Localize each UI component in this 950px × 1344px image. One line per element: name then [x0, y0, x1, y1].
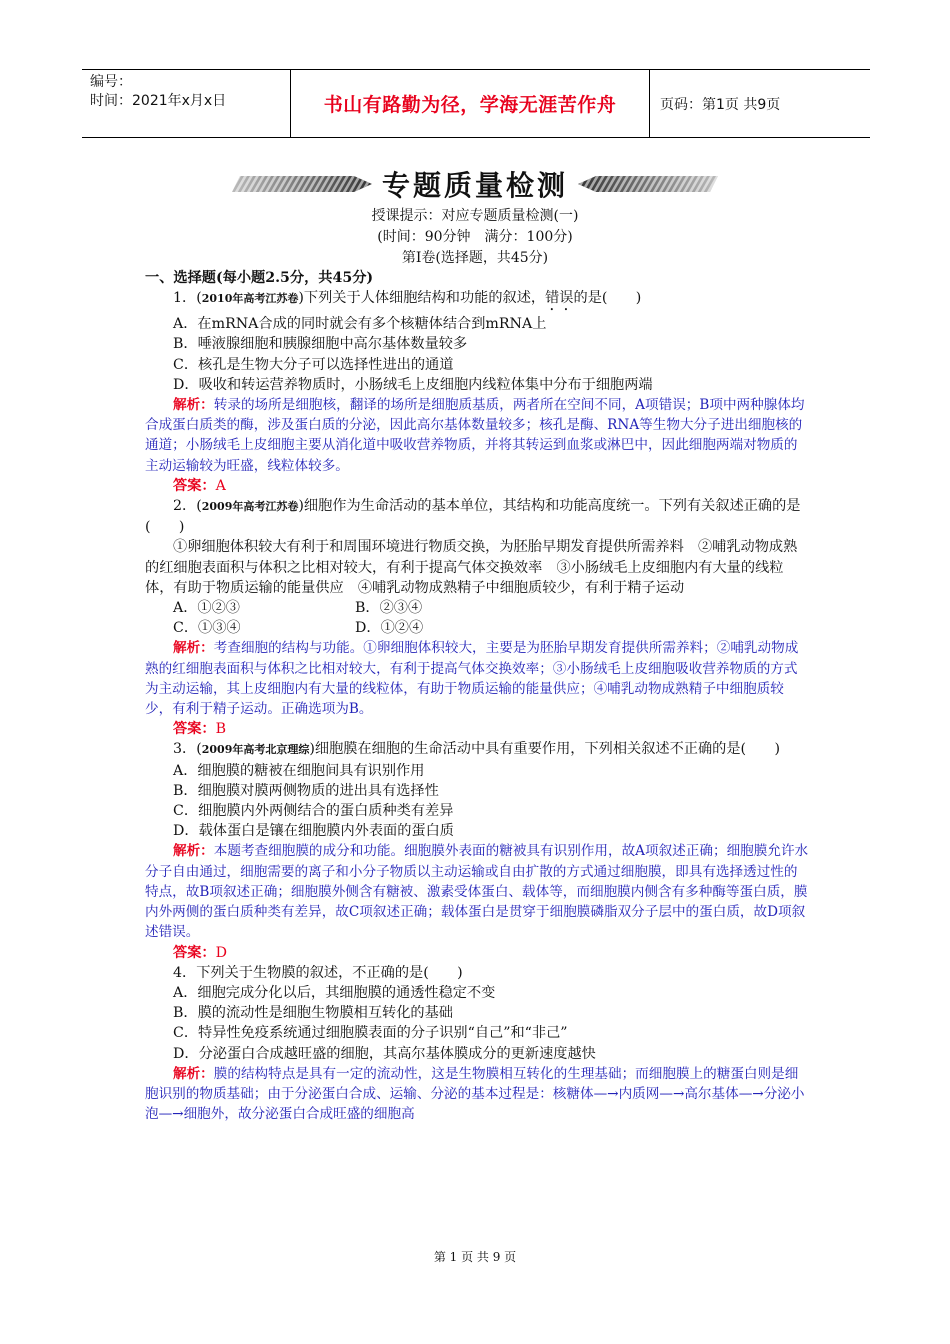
page-footer: 第 1 页 共 9 页 [433, 1250, 517, 1264]
question-2-option-a: A．①②③ [173, 600, 240, 617]
question-2-options-row-2 [145, 618, 810, 638]
question-4-option-a: A．细胞完成分化以后，其细胞膜的通透性稳定不变 [173, 984, 496, 1001]
question-1-stem: 1．(2010年高考江苏卷)下列关于人体细胞结构和功能的叙述，错误的是( ) [173, 290, 642, 307]
question-1-option-b: B．唾液腺细胞和胰腺细胞中高尔基体数量较多 [173, 336, 468, 353]
question-3-stem: 3．(2009年高考北京理综)细胞膜在细胞的生命活动中具有重要作用，下列相关叙述不正确的是( ) [173, 741, 780, 758]
question-2-stem: 2．(2009年高考江苏卷)细胞作为生命活动的基本单位，其结构和功能高度统一。下列有关叙述正确的是( ) [145, 498, 801, 536]
banner-title: 专题质量检测 [381, 169, 568, 202]
question-3-option-d: D．载体蛋白是镶在细胞膜内外表面的蛋白质 [173, 823, 454, 840]
page-header [82, 69, 870, 138]
question-1-option-c: C．核孔是生物大分子可以选择性进出的通道 [173, 356, 454, 373]
question-content [145, 268, 810, 1124]
teaching-hint: 授课提示：对应专题质量检测(一) [371, 208, 579, 224]
question-2-source: 2009年高考江苏卷 [201, 500, 299, 514]
question-1-option-d: D．吸收和转运营养物质时，小肠绒毛上皮细胞内线粒体集中分布于细胞两端 [173, 376, 653, 393]
question-1-answer: 答案：A [173, 477, 226, 494]
question-4-stem: 4．下列关于生物膜的叙述，不正确的是( ) [173, 964, 463, 981]
question-4-option-b: B．膜的流动性是细胞生物膜相互转化的基础 [173, 1005, 453, 1022]
question-3-option-b: B．细胞膜对膜两侧物质的进出具有选择性 [173, 782, 439, 799]
question-2-statements: ①卵细胞体积较大有利于和周围环境进行物质交换，为胚胎早期发育提供所需养料 ②哺乳动物成熟的红细胞表面积与体积之比相对较大，有利于提高气体交换效率 ③小肠绒毛上皮细胞内有大量的线粒体，有助于物质运输的能量供应 ④哺乳动物成熟精子中细胞质较少，有利于精子运动 [145, 539, 798, 596]
question-3-source: 2009年高考北京理综 [201, 743, 310, 757]
part-title: 第Ⅰ卷(选择题，共45分) [401, 250, 549, 266]
banner-right-decoration [578, 176, 718, 192]
header-number: 编号： [90, 74, 132, 90]
question-2-options-row-1 [145, 598, 810, 618]
title-banner [225, 166, 725, 202]
section-title: 一、选择题(每小题2.5分，共45分) [145, 270, 374, 286]
question-1-analysis: 解析：转录的场所是细胞核，翻译的场所是细胞质基质，两者所在空间不同，A项错误；B项中两种腺体均合成蛋白质类的酶，涉及蛋白质的分泌，因此高尔基体数量较多；核孔是酶、RNA等生物大分子进出细胞核的通道；小肠绒毛上皮细胞主要从消化道中吸收营养物质，并将其转运到血浆或淋巴中，因此细胞两端对物质的主动运输较为旺盛，线粒体较多。 [145, 397, 805, 474]
time-score: (时间：90分钟 满分：100分) [377, 229, 573, 245]
header-meta [82, 70, 291, 137]
question-2-option-c: C．①③④ [173, 620, 241, 637]
banner-left-decoration [232, 176, 372, 192]
question-2-option-b: B．②③④ [355, 600, 423, 617]
question-3-option-a: A．细胞膜的糖被在细胞间具有识别作用 [173, 762, 425, 779]
question-1-option-a: A．在mRNA合成的同时就会有多个核糖体结合到mRNA上 [173, 316, 547, 333]
header-motto: 书山有路勤为径，学海无涯苦作舟 [291, 70, 650, 137]
question-3-analysis: 解析：本题考查细胞膜的成分和功能。细胞膜外表面的糖被具有识别作用，故A项叙述正确；细胞膜允许水分子自由通过，细胞需要的离子和小分子物质以主动运输或自由扩散的方式通过细胞膜，即具有选择透过性的特点，故B项叙述正确；细胞膜外侧含有糖被、激素受体蛋白、载体等，而细胞膜内侧含有多种酶等蛋白质，膜内外两侧的蛋白质种类有差异，故C项叙述正确；载体蛋白是贯穿于细胞膜磷脂双分子层中的蛋白质，故D项叙述错误。 [145, 843, 809, 941]
question-2-analysis: 解析：考查细胞的结构与功能。①卵细胞体积较大，主要是为胚胎早期发育提供所需养料；②哺乳动物成熟的红细胞表面积与体积之比相对较大，有利于提高气体交换效率；③小肠绒毛上皮细胞吸收营养物质的方式为主动运输，其上皮细胞内有大量的线粒体，有助于物质运输的能量供应；④哺乳动物成熟精子中细胞质较少，有利于精子运动。正确选项为B。 [145, 640, 799, 718]
question-2-answer: 答案：B [173, 721, 227, 738]
header-page-info: 页码：第1页 共9页 [660, 96, 781, 113]
question-2-option-d: D．①②④ [355, 620, 424, 637]
question-4-option-d: D．分泌蛋白合成越旺盛的细胞，其高尔基体膜成分的更新速度越快 [173, 1045, 596, 1062]
question-4-option-c: C．特异性免疫系统通过细胞膜表面的分子识别“自己”和“非己” [173, 1025, 568, 1042]
question-4-analysis: 解析：膜的结构特点是具有一定的流动性，这是生物膜相互转化的生理基础；而细胞膜上的糖蛋白则是细胞识别的物质基础；由于分泌蛋白合成、运输、分泌的基本过程是：核糖体—→内质网—→高尔基体—→分泌小泡—→细胞外，故分泌蛋白合成旺盛的细胞高 [145, 1065, 805, 1123]
question-3-option-c: C．细胞膜内外两侧结合的蛋白质种类有差异 [173, 803, 454, 820]
header-date: 时间：2021年x月x日 [90, 93, 227, 109]
question-3-answer: 答案：D [173, 944, 227, 961]
question-1-source: 2010年高考江苏卷 [201, 292, 299, 306]
emphasis-mark: 错误 [545, 290, 574, 307]
